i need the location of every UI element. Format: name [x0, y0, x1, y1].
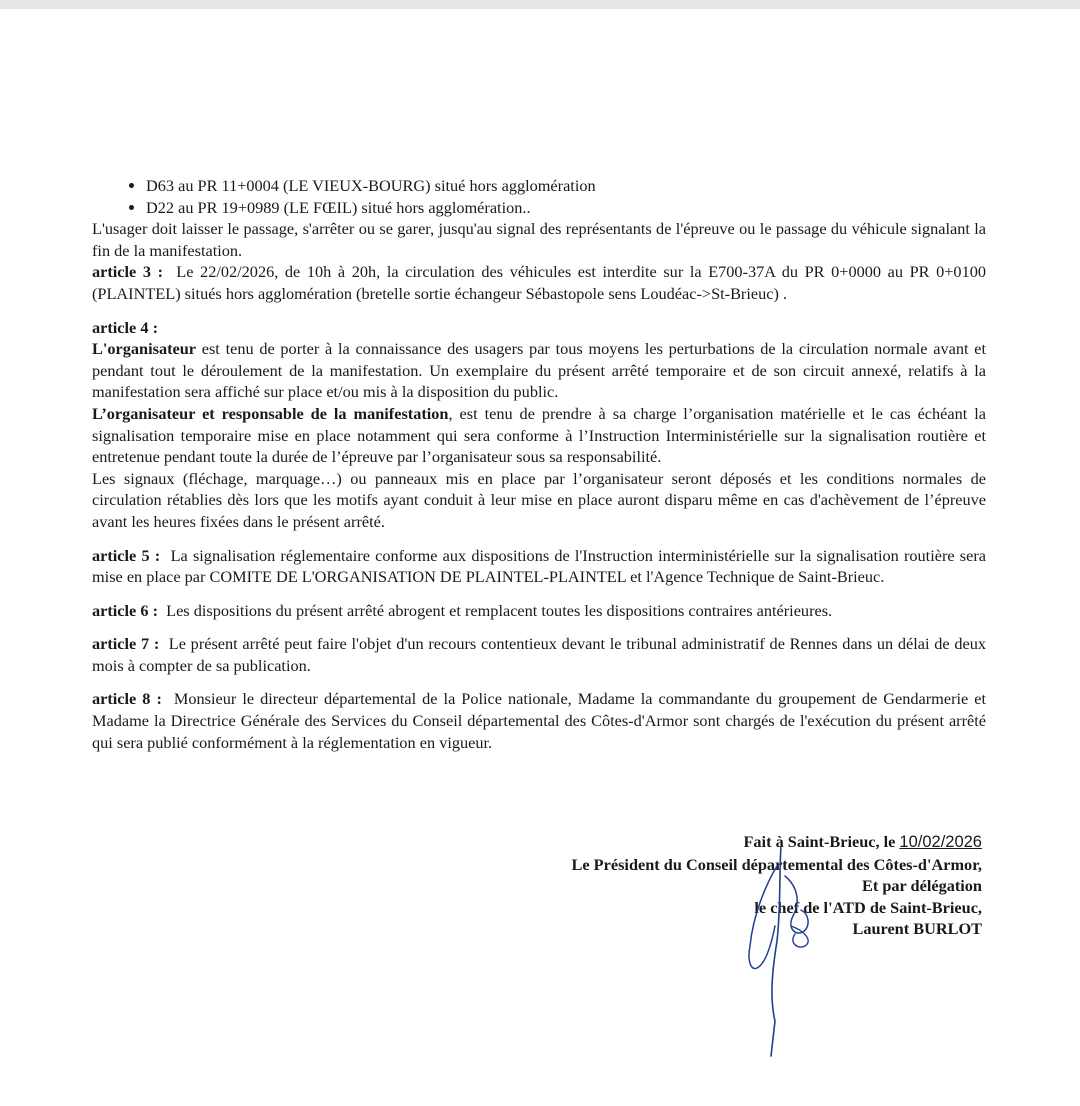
handwritten-signature: [735, 846, 825, 1061]
list-item: • D63 au PR 11+0004 (LE VIEUX-BOURG) situé hors agglomération: [146, 175, 986, 197]
article-8-label: article 8 :: [92, 689, 162, 709]
list-item: • D22 au PR 19+0989 (LE FŒIL) situé hors agglomération..: [146, 197, 986, 219]
delegation-line: Et par délégation: [861, 876, 982, 896]
article-4-paragraph-2: [92, 403, 986, 468]
document-body: [92, 175, 986, 753]
article-5-text: La signalisation réglementaire conforme aux dispositions de l'Instruction interministérielle sur la signalisation routière sera mise en place par COMITE DE L'ORGANISATION DE PLAINTEL-PLAINTEL et l'Agence Technique de Saint-Brieuc.: [92, 545, 986, 587]
top-border: [0, 0, 1080, 9]
article-5: [92, 545, 986, 588]
article-8-text: Monsieur le directeur départemental de la Police nationale, Madame la commandante du groupement de Gendarmerie et Madame la Directrice Générale des Services du Conseil départemental des Côtes-d'Armor sont chargés de l'exécution du présent arrêté qui sera publié conformément à la réglementation en vigueur.: [92, 689, 987, 752]
president-line: Le Président du Conseil départemental des Côtes-d'Armor,: [571, 854, 982, 874]
article-4-p1-bold: L'organisateur: [92, 339, 197, 359]
place-line: Fait à Saint-Brieuc, le: [743, 832, 896, 851]
article-4-paragraph-1: [92, 338, 986, 403]
article-7: [92, 633, 986, 676]
article-6-text: Les dispositions du présent arrêté abrogent et remplacent toutes les dispositions contraires antérieures.: [166, 600, 833, 620]
article-5-label: article 5 :: [92, 545, 161, 565]
signatory-name: Laurent BURLOT: [852, 919, 982, 939]
article-4-p2-bold: L’organisateur et responsable de la manifestation: [92, 403, 449, 423]
article-3-text: Le 22/02/2026, de 10h à 20h, la circulation des véhicules est interdite sur la E700-37A du PR 0+0000 au PR 0+0100 (PLAINTEL) situés hors agglomération (bretelle sortie échangeur Sébastopole sens Loudéac->St-Brieuc) .: [92, 262, 986, 303]
usager-paragraph: L'usager doit laisser le passage, s'arrêter ou se garer, jusqu'au signal des représentants de l'épreuve ou le passage du véhicule signalant la fin de la manifestation.: [92, 219, 986, 260]
article-4-p1-text: est tenu de porter à la connaissance des usagers par tous moyens les perturbations de la circulation normale avant et pendant tout le déroulement de la manifestation. Un exemplaire du présent arrêté temporaire et de son circuit annexé, relatifs à la manifestation sera affiché sur place et/ou mis à la disposition du public.: [92, 339, 986, 402]
road-list: [92, 175, 986, 218]
article-4-p2-text: , est tenu de prendre à sa charge l’organisation matérielle et le cas échéant la signalisation temporaire mise en place notamment qui sera conforme à l’Instruction Interministérielle sur la signalisation routière et entretenue pendant toute la durée de l’épreuve par l’organisateur sous sa responsabilité.: [92, 403, 986, 467]
article-4-paragraph-3: Les signaux (fléchage, marquage…) ou panneaux mis en place par l’organisateur seront déposés et les conditions normales de circulation rétablies dès lors que les motifs ayant conduit à leur mise en place auront disparu même en cas d'achèvement de l’épreuve avant les heures fixées dans le présent arrêté.: [92, 468, 986, 531]
article-3-label: article 3 :: [92, 262, 164, 282]
atd-chief-line: le chef de l'ATD de Saint-Brieuc,: [754, 897, 982, 917]
article-7-text: Le présent arrêté peut faire l'objet d'un recours contentieux devant le tribunal administratif de Rennes dans un délai de deux mois à compter de sa publication.: [92, 634, 987, 675]
signature-date: 10/02/2026: [899, 833, 982, 851]
article-3: [92, 261, 986, 304]
article-6: [92, 600, 986, 622]
article-7-label: article 7 :: [92, 634, 160, 654]
article-4-heading: [92, 317, 986, 339]
article-6-label: article 6 :: [92, 600, 158, 620]
article-8: [92, 688, 986, 753]
article-4-label: article 4 :: [92, 317, 158, 337]
